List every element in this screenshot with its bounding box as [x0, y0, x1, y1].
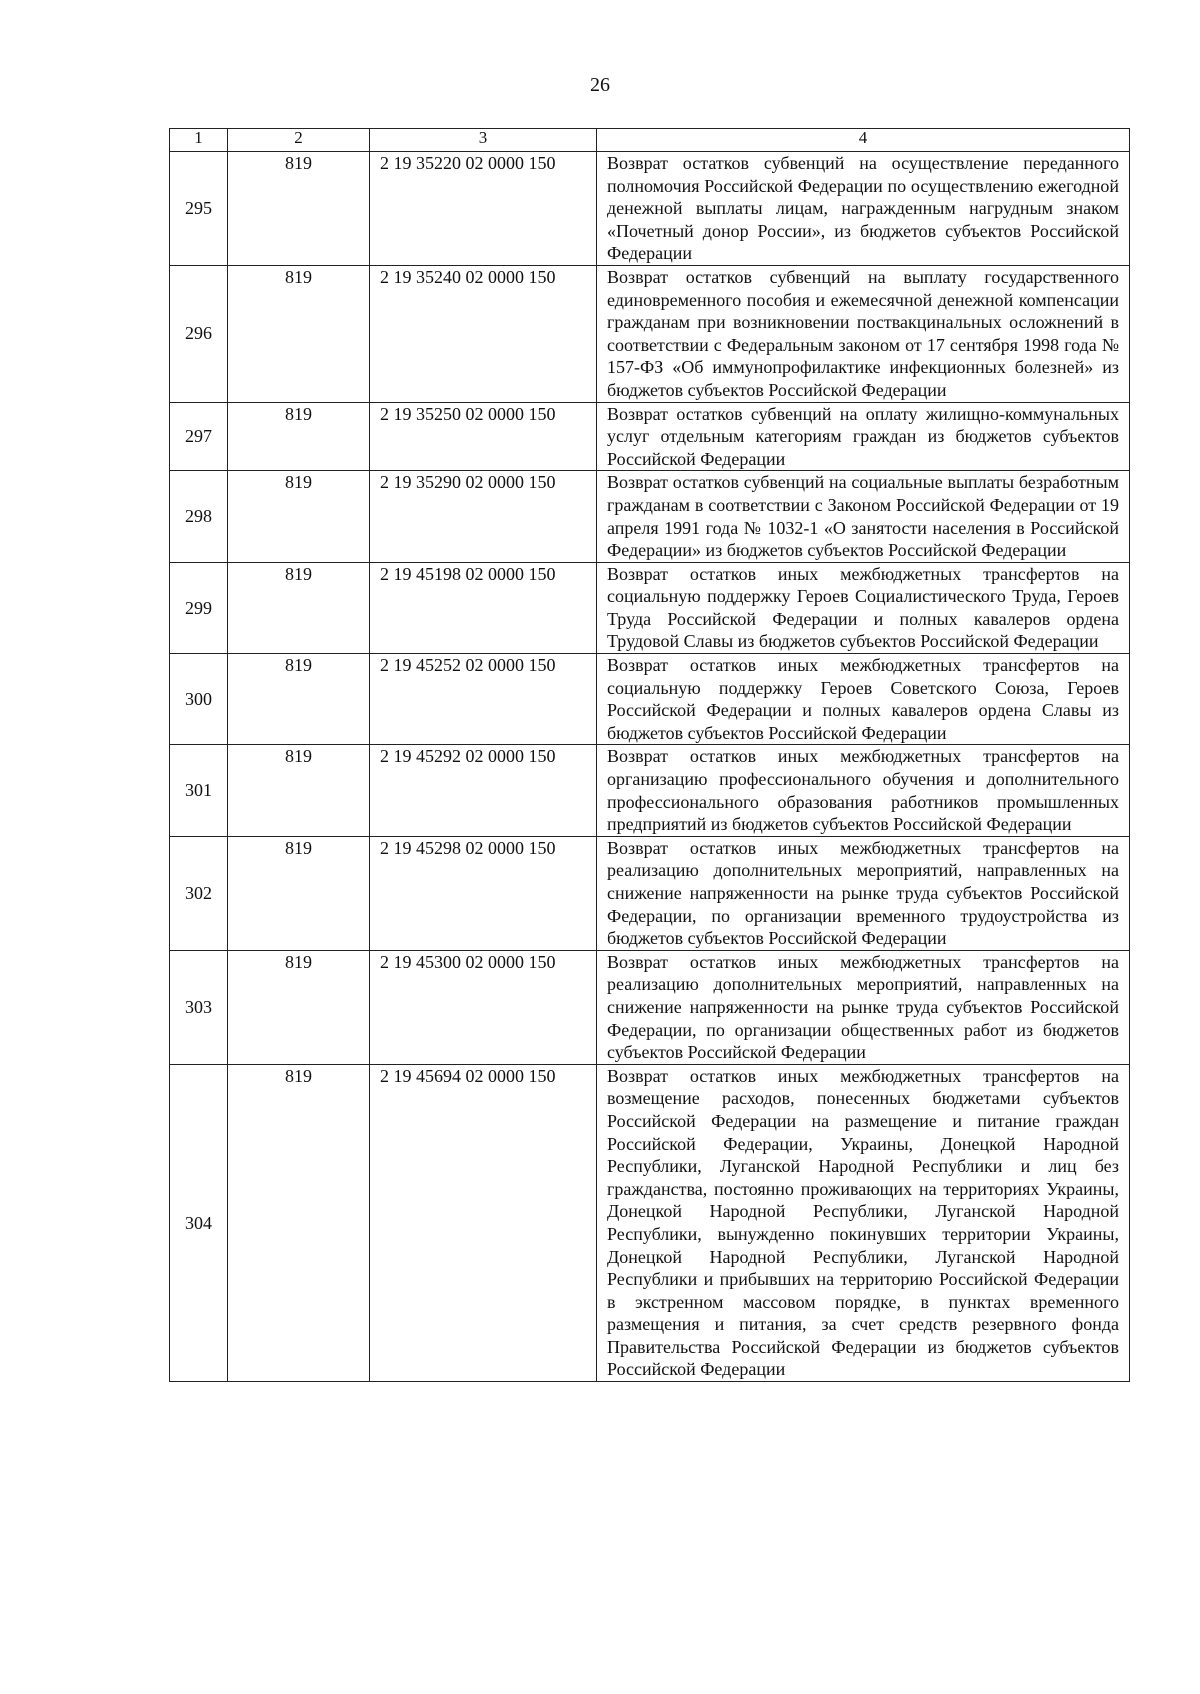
- income-code: 2 19 35290 02 0000 150: [370, 471, 597, 562]
- income-description: Возврат остатков иных межбюджетных трансфертов на реализацию дополнительных мероприятий, направленных на снижение напряженности на рынке труда субъектов Российской Федерации, по организации временного трудоустройства из бюджетов субъектов Российской Федерации: [597, 836, 1130, 950]
- row-number: 302: [170, 836, 228, 950]
- row-number: 295: [170, 152, 228, 266]
- admin-code: 819: [228, 562, 370, 653]
- income-code: 2 19 45292 02 0000 150: [370, 745, 597, 836]
- income-description: Возврат остатков иных межбюджетных трансфертов на социальную поддержку Героев Советского Союза, Героев Российской Федерации и полных кавалеров ордена Славы из бюджетов субъектов Российской Федерации: [597, 654, 1130, 745]
- table-row: [170, 471, 1130, 562]
- page-number: 26: [590, 74, 610, 96]
- header-col-2: 2: [228, 129, 370, 152]
- income-code: 2 19 35220 02 0000 150: [370, 152, 597, 266]
- table-row: [170, 562, 1130, 653]
- admin-code: 819: [228, 402, 370, 471]
- admin-code: 819: [228, 836, 370, 950]
- row-number: 301: [170, 745, 228, 836]
- table-header-row: [170, 129, 1130, 152]
- table-row: [170, 1064, 1130, 1381]
- table-row: [170, 152, 1130, 266]
- row-number: 300: [170, 654, 228, 745]
- admin-code: 819: [228, 152, 370, 266]
- income-description: Возврат остатков иных межбюджетных трансфертов на реализацию дополнительных мероприятий, направленных на снижение напряженности на рынке труда субъектов Российской Федерации, по организации общественных работ из бюджетов субъектов Российской Федерации: [597, 950, 1130, 1064]
- income-description: Возврат остатков субвенций на выплату государственного единовременного пособия и ежемесячной денежной компенсации гражданам при возникновении поствакцинальных осложнений в соответствии с Федеральным законом от 17 сентября 1998 года № 157-ФЗ «Об иммунопрофилактике инфекционных болезней» из бюджетов субъектов Российской Федерации: [597, 265, 1130, 402]
- table-row: [170, 745, 1130, 836]
- table-row: [170, 402, 1130, 471]
- income-code: 2 19 45300 02 0000 150: [370, 950, 597, 1064]
- row-number: 303: [170, 950, 228, 1064]
- admin-code: 819: [228, 265, 370, 402]
- admin-code: 819: [228, 654, 370, 745]
- row-number: 304: [170, 1064, 228, 1381]
- income-description: Возврат остатков иных межбюджетных трансфертов на социальную поддержку Героев Социалистического Труда, Героев Труда Российской Федерации и полных кавалеров ордена Трудовой Славы из бюджетов субъектов Российской Федерации: [597, 562, 1130, 653]
- admin-code: 819: [228, 745, 370, 836]
- header-col-1: 1: [170, 129, 228, 152]
- income-code: 2 19 45198 02 0000 150: [370, 562, 597, 653]
- table-row: [170, 654, 1130, 745]
- row-number: 297: [170, 402, 228, 471]
- income-code: 2 19 45298 02 0000 150: [370, 836, 597, 950]
- income-code: 2 19 35250 02 0000 150: [370, 402, 597, 471]
- income-description: Возврат остатков иных межбюджетных трансфертов на возмещение расходов, понесенных бюджетами субъектов Российской Федерации на размещение и питание граждан Российской Федерации, Украины, Донецкой Народной Республики, Луганской Народной Республики и лиц без гражданства, постоянно проживающих на территориях Украины, Донецкой Народной Республики, Луганской Народной Республики, вынужденно покинувших территории Украины, Донецкой Народной Республики, Луганской Народной Республики и прибывших на территорию Российской Федерации в экстренном массовом порядке, в пунктах временного размещения и питания, за счет средств резервного фонда Правительства Российской Федерации из бюджетов субъектов Российской Федерации: [597, 1064, 1130, 1381]
- table-row: [170, 265, 1130, 402]
- admin-code: 819: [228, 1064, 370, 1381]
- row-number: 296: [170, 265, 228, 402]
- admin-code: 819: [228, 950, 370, 1064]
- income-description: Возврат остатков субвенций на осуществление переданного полномочия Российской Федерации по осуществлению ежегодной денежной выплаты лицам, награжденным нагрудным знаком «Почетный донор России», из бюджетов субъектов Российской Федерации: [597, 152, 1130, 266]
- budget-codes-table: [169, 128, 1130, 1382]
- income-code: 2 19 35240 02 0000 150: [370, 265, 597, 402]
- row-number: 298: [170, 471, 228, 562]
- income-code: 2 19 45252 02 0000 150: [370, 654, 597, 745]
- admin-code: 819: [228, 471, 370, 562]
- income-description: Возврат остатков субвенций на социальные выплаты безработным гражданам в соответствии с Законом Российской Федерации от 19 апреля 1991 года № 1032-1 «О занятости населения в Российской Федерации» из бюджетов субъектов Российской Федерации: [597, 471, 1130, 562]
- table-row: [170, 950, 1130, 1064]
- income-description: Возврат остатков субвенций на оплату жилищно-коммунальных услуг отдельным категориям граждан из бюджетов субъектов Российской Федерации: [597, 402, 1130, 471]
- income-code: 2 19 45694 02 0000 150: [370, 1064, 597, 1381]
- header-col-3: 3: [370, 129, 597, 152]
- income-description: Возврат остатков иных межбюджетных трансфертов на организацию профессионального обучения и дополнительного профессионального образования работников промышленных предприятий из бюджетов субъектов Российской Федерации: [597, 745, 1130, 836]
- row-number: 299: [170, 562, 228, 653]
- header-col-4: 4: [597, 129, 1130, 152]
- table-row: [170, 836, 1130, 950]
